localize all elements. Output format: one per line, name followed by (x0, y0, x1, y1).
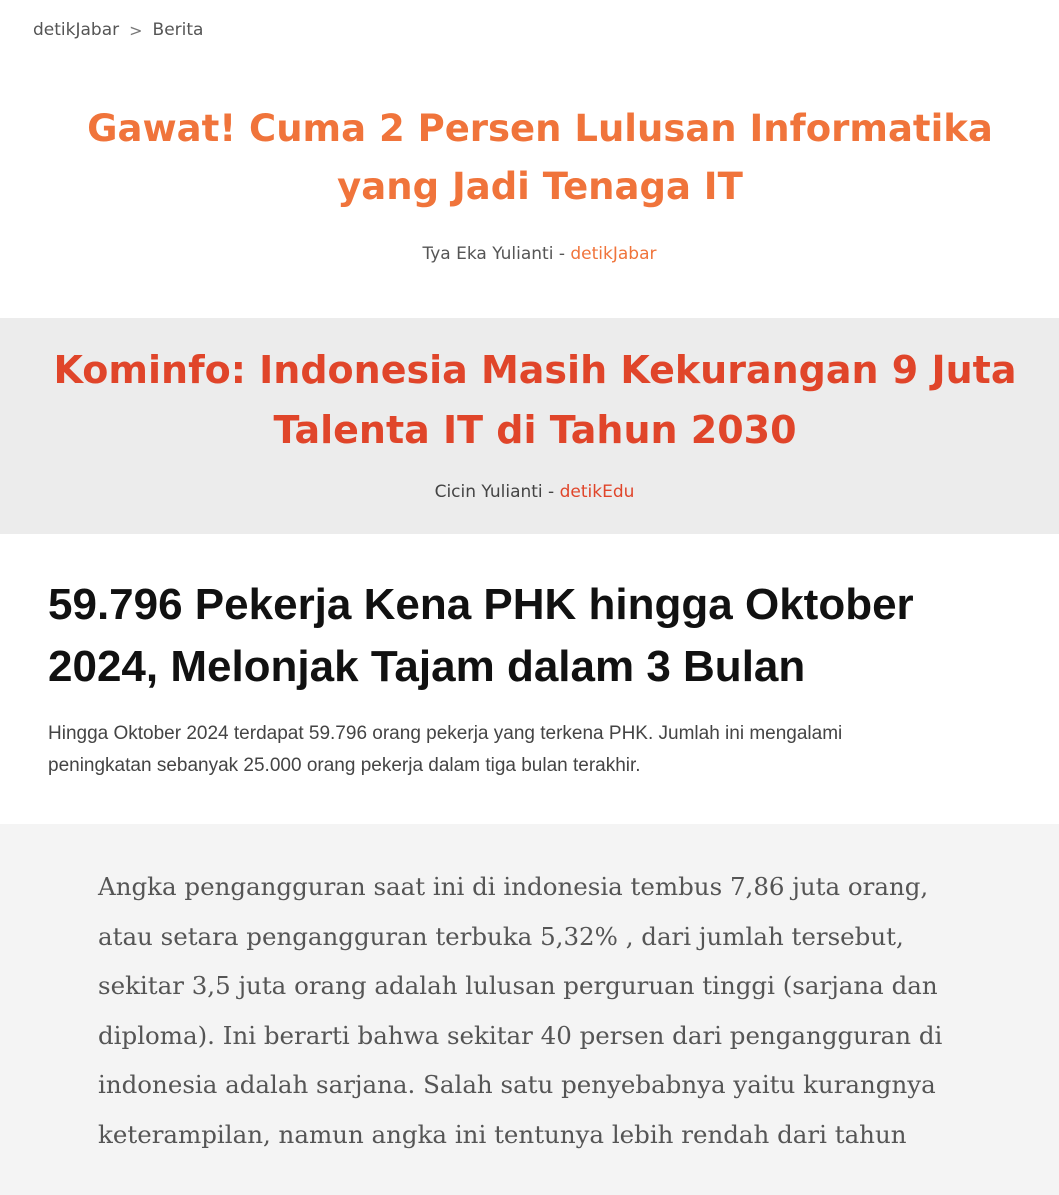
paragraph-line: diploma). Ini berarti bahwa sekitar 40 persen dari pengangguran di (98, 1020, 943, 1050)
article-headline[interactable] (20, 340, 1050, 460)
article-lead (48, 718, 1008, 782)
paragraph-line: sekitar 3,5 juta orang adalah lulusan perguruan tinggi (sarjana dan (98, 971, 938, 1000)
source-link[interactable]: detikJabar (570, 244, 657, 264)
byline-separator: - (542, 482, 560, 502)
chevron-right-icon: > (129, 20, 143, 40)
article-byline (0, 244, 1059, 264)
article-headline[interactable] (48, 574, 1038, 698)
article-byline (0, 482, 1059, 502)
quote-paragraph (98, 862, 1038, 1159)
article-headline[interactable] (40, 100, 1040, 216)
lead-line: Hingga Oktober 2024 terdapat 59.796 orang pekerja yang terkena PHK. Jumlah ini mengalami (48, 723, 843, 744)
paragraph-line: atau setara pengangguran terbuka 5,32% , dari jumlah tersebut, (98, 921, 904, 951)
headline-line: Talenta IT di Tahun 2030 (273, 408, 797, 452)
headline-line: Gawat! Cuma 2 Persen Lulusan Informatika (87, 107, 993, 150)
headline-line: 59.796 Pekerja Kena PHK hingga Oktober (48, 580, 914, 629)
article-card-phk (0, 534, 1059, 824)
paragraph-line: indonesia adalah sarjana. Salah satu penyebabnya yaitu kurangnya (98, 1070, 936, 1099)
article-card-detikjabar (0, 0, 1059, 318)
quote-paragraph-card (0, 824, 1059, 1195)
breadcrumb-site-link[interactable]: detikJabar (33, 20, 120, 40)
author-name: Tya Eka Yulianti (422, 244, 554, 264)
breadcrumb (33, 20, 203, 40)
source-link[interactable]: detikEdu (559, 482, 635, 502)
lead-line: peningkatan sebanyak 25.000 orang pekerja dalam tiga bulan terakhir. (48, 755, 641, 776)
paragraph-line: Angka pengangguran saat ini di indonesia tembus 7,86 juta orang, (98, 872, 929, 901)
breadcrumb-section-link[interactable]: Berita (152, 20, 204, 40)
author-name: Cicin Yulianti (434, 482, 543, 502)
paragraph-line: keterampilan, namun angka ini tentunya lebih rendah dari tahun (98, 1119, 907, 1149)
byline-separator: - (553, 244, 571, 264)
headline-line: yang Jadi Tenaga IT (337, 165, 743, 208)
headline-line: 2024, Melonjak Tajam dalam 3 Bulan (48, 642, 806, 691)
headline-line: Kominfo: Indonesia Masih Kekurangan 9 Juta (53, 348, 1017, 392)
article-card-detikedu (0, 318, 1059, 534)
